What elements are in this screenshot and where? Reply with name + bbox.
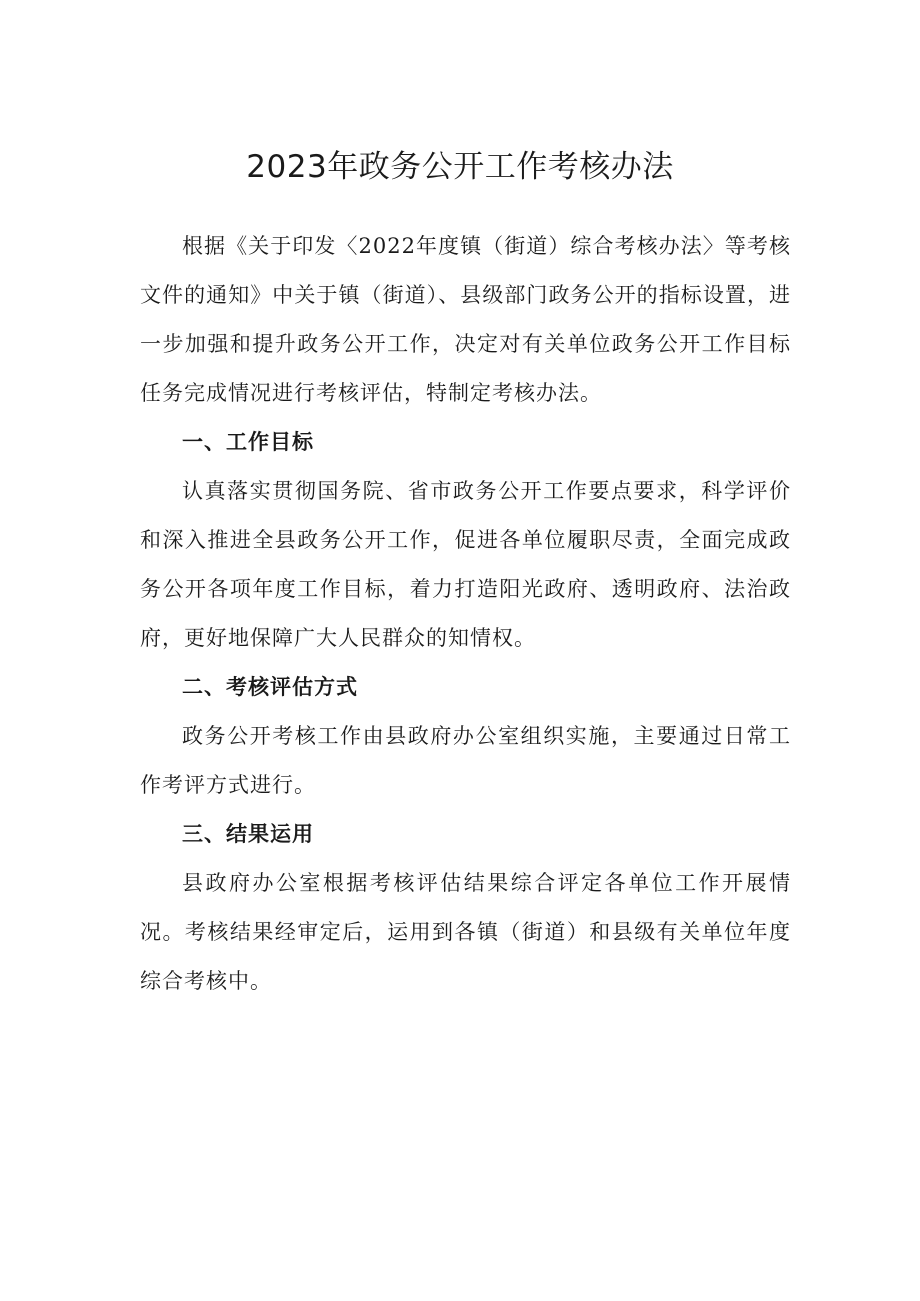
section-paragraph: 政务公开考核工作由县政府办公室组织实施，主要通过日常工作考评方式进行。 [140, 724, 791, 797]
section-heading: 三、结果运用 [182, 822, 314, 846]
section-paragraph: 认真落实贯彻国务院、省市政务公开工作要点要求，科学评价和深入推进全县政务公开工作，促进各单位履职尽责，全面完成政务公开各项年度工作目标，着力打造阳光政府、透明政府、法治政府，更好地保障广大人民群众的知情权。 [140, 479, 791, 650]
document-body [140, 222, 791, 1006]
section-paragraph: 县政府办公室根据考核评估结果综合评定各单位工作开展情况。考核结果经审定后，运用到各镇（街道）和县级有关单位年度综合考核中。 [140, 871, 791, 993]
section-result-application [140, 810, 791, 1006]
document-title: 2023年政务公开工作考核办法 [246, 149, 674, 185]
section-heading: 一、工作目标 [182, 430, 314, 454]
section-heading: 二、考核评估方式 [182, 675, 358, 699]
intro-paragraph: 根据《关于印发〈2022年度镇（街道）综合考核办法〉等考核文件的通知》中关于镇（街道）、县级部门政务公开的指标设置，进一步加强和提升政务公开工作，决定对有关单位政务公开工作目标任务完成情况进行考核评估，特制定考核办法。 [140, 234, 791, 405]
section-assessment-method [140, 663, 791, 810]
section-work-goals [140, 418, 791, 663]
